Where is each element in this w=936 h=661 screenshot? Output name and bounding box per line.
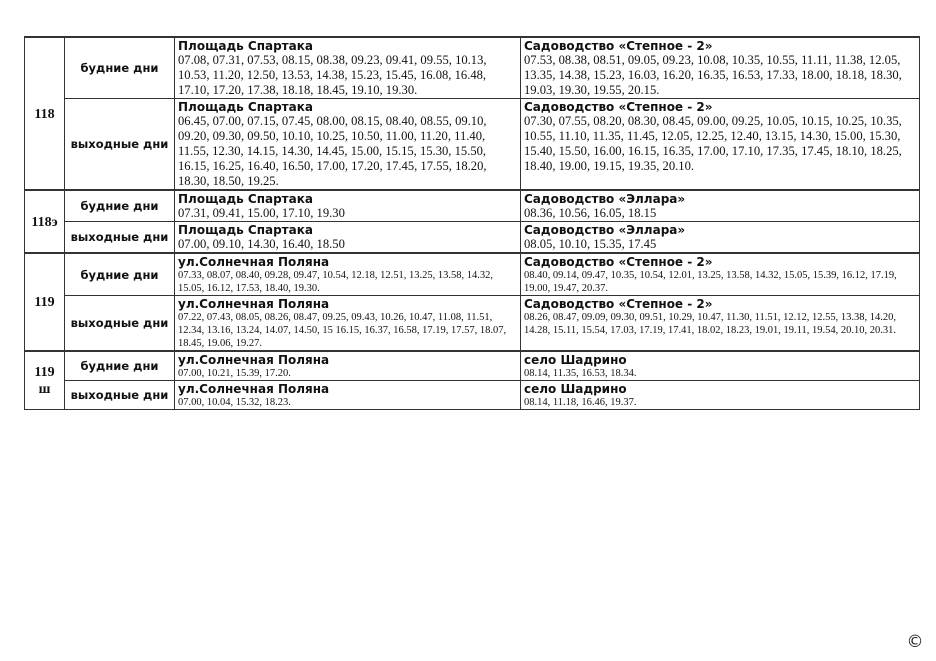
- schedule-cell-b: [521, 253, 920, 296]
- stop-name: ул.Солнечная Поляна: [178, 353, 330, 367]
- schedule-cell-b: [521, 99, 920, 191]
- route-number: 118: [25, 37, 65, 190]
- day-type-label: выходные дни: [65, 222, 175, 254]
- schedule-cell-a: [175, 222, 521, 254]
- stop-name: Садоводство «Эллара»: [524, 223, 686, 237]
- schedule-table: [24, 36, 920, 410]
- stop-name: ул.Солнечная Поляна: [178, 297, 330, 311]
- schedule-cell-a: [175, 351, 521, 381]
- day-type-label: будние дни: [65, 253, 175, 296]
- departure-times: 08.36, 10.56, 16.05, 18.15: [524, 206, 657, 220]
- departure-times: 07.00, 09.10, 14.30, 16.40, 18.50: [178, 237, 345, 251]
- schedule-cell-b: [521, 37, 920, 99]
- stop-name: ул.Солнечная Поляна: [178, 382, 330, 396]
- stop-name: ул.Солнечная Поляна: [178, 255, 330, 269]
- departure-times: 07.08, 07.31, 07.53, 08.15, 08.38, 09.23, 09.41, 09.55, 10.13, 10.53, 11.20, 12.50, 13.53, 14.38, 15.23, 15.45, 16.08, 16.48, 17.10, 17.20, 17.38, 18.18, 18.45, 19.10, 19.30.: [178, 53, 487, 97]
- departure-times: 07.53, 08.38, 08.51, 09.05, 09.23, 10.08, 10.35, 10.55, 11.11, 11.38, 12.05, 13.35, 14.38, 15.23, 16.03, 16.20, 16.35, 16.53, 17.33, 18.00, 18.18, 18.30, 19.03, 19.30, 19.55, 20.15.: [524, 53, 902, 97]
- copyright-icon: ©: [906, 632, 924, 652]
- day-type-label: будние дни: [65, 37, 175, 99]
- schedule-cell-b: [521, 381, 920, 410]
- route-number: 119 ш: [25, 351, 65, 410]
- table-row: [25, 37, 920, 99]
- departure-times: 06.45, 07.00, 07.15, 07.45, 08.00, 08.15, 08.40, 08.55, 09.10, 09.20, 09.30, 09.50, 10.10, 10.25, 10.50, 11.00, 11.20, 11.40, 11.55, 12.30, 14.15, 14.30, 14.45, 15.00, 15.15, 15.30, 15.50, 16.15, 16.25, 16.40, 16.50, 17.00, 17.20, 17.45, 17.55, 18.20, 18.30, 18.50, 19.25.: [178, 114, 487, 188]
- table-row: [25, 222, 920, 254]
- departure-times: 07.30, 07.55, 08.20, 08.30, 08.45, 09.00, 09.25, 10.05, 10.15, 10.25, 10.35, 10.55, 11.10, 11.35, 11.45, 12.05, 12.25, 12.40, 13.15, 14.30, 15.00, 15.30, 15.40, 15.50, 16.00, 16.15, 16.35, 17.00, 17.10, 17.35, 17.45, 18.10, 18.25, 18.40, 19.00, 19.15, 19.35, 20.10.: [524, 114, 902, 173]
- stop-name: Площадь Спартака: [178, 100, 313, 114]
- departure-times: 08.26, 08.47, 09.09, 09.30, 09.51, 10.29, 10.47, 11.30, 11.51, 12.12, 12.55, 13.38, 14.20, 14.28, 15.11, 15.54, 17.03, 17.19, 17.41, 18.02, 18.23, 19.01, 19.11, 19.54, 20.10, 20.31.: [524, 312, 896, 336]
- table-row: [25, 253, 920, 296]
- table-row: [25, 381, 920, 410]
- day-type-label: выходные дни: [65, 296, 175, 352]
- stop-name: Площадь Спартака: [178, 223, 313, 237]
- departure-times: 08.40, 09.14, 09.47, 10.35, 10.54, 12.01, 13.25, 13.58, 14.32, 15.05, 15.39, 16.12, 17.19, 19.00, 19.47, 20.37.: [524, 270, 897, 294]
- departure-times: 07.22, 07.43, 08.05, 08.26, 08.47, 09.25, 09.43, 10.26, 10.47, 11.08, 11.51, 12.34, 13.16, 13.24, 14.07, 14.50, 15 16.15, 16.37, 16.58, 17.19, 17.57, 18.07, 18.45, 19.06, 19.27.: [178, 312, 507, 349]
- route-number: 119: [25, 253, 65, 351]
- stop-name: Площадь Спартака: [178, 192, 313, 206]
- stop-name: Садоводство «Степное - 2»: [524, 297, 713, 311]
- departure-times: 07.33, 08.07, 08.40, 09.28, 09.47, 10.54, 12.18, 12.51, 13.25, 13.58, 14.32, 15.05, 16.12, 17.53, 18.40, 19.30.: [178, 270, 493, 294]
- schedule-cell-a: [175, 37, 521, 99]
- schedule-cell-b: [521, 190, 920, 222]
- stop-name: Садоводство «Эллара»: [524, 192, 686, 206]
- stop-name: село Шадрино: [524, 353, 627, 367]
- schedule-cell-b: [521, 296, 920, 352]
- day-type-label: выходные дни: [65, 99, 175, 191]
- schedule-cell-a: [175, 190, 521, 222]
- day-type-label: будние дни: [65, 190, 175, 222]
- stop-name: село Шадрино: [524, 382, 627, 396]
- schedule-cell-a: [175, 296, 521, 352]
- stop-name: Садоводство «Степное - 2»: [524, 39, 713, 53]
- schedule-cell-b: [521, 351, 920, 381]
- departure-times: 07.31, 09.41, 15.00, 17.10, 19.30: [178, 206, 345, 220]
- day-type-label: выходные дни: [65, 381, 175, 410]
- departure-times: 08.14, 11.35, 16.53, 18.34.: [524, 368, 637, 379]
- table-row: [25, 351, 920, 381]
- departure-times: 08.05, 10.10, 15.35, 17.45: [524, 237, 657, 251]
- schedule-cell-b: [521, 222, 920, 254]
- table-row: [25, 99, 920, 191]
- schedule-cell-a: [175, 381, 521, 410]
- stop-name: Площадь Спартака: [178, 39, 313, 53]
- schedule-cell-a: [175, 253, 521, 296]
- stop-name: Садоводство «Степное - 2»: [524, 255, 713, 269]
- schedule-cell-a: [175, 99, 521, 191]
- departure-times: 08.14, 11.18, 16.46, 19.37.: [524, 397, 637, 408]
- table-row: [25, 296, 920, 352]
- route-number: 118э: [25, 190, 65, 253]
- stop-name: Садоводство «Степное - 2»: [524, 100, 713, 114]
- departure-times: 07.00, 10.21, 15.39, 17.20.: [178, 368, 291, 379]
- table-row: [25, 190, 920, 222]
- day-type-label: будние дни: [65, 351, 175, 381]
- departure-times: 07.00, 10.04, 15.32, 18.23.: [178, 397, 291, 408]
